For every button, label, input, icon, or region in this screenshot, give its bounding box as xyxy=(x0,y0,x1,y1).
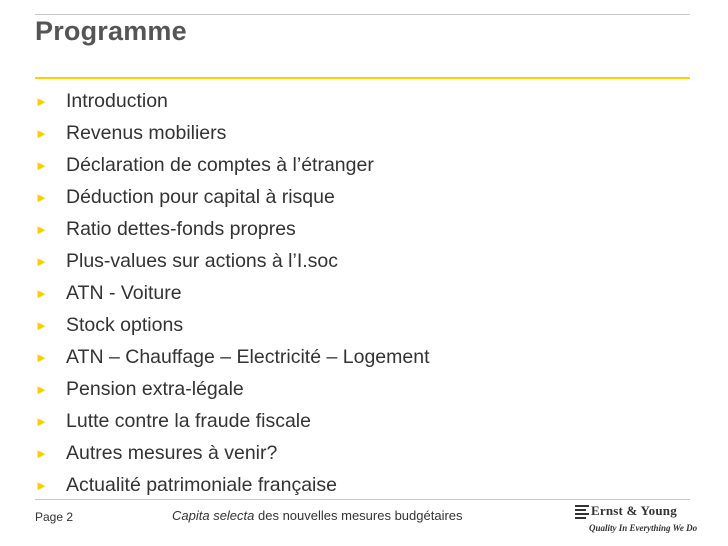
list-item xyxy=(35,469,429,501)
triangle-bullet-icon: ► xyxy=(35,445,48,461)
triangle-bullet-icon: ► xyxy=(35,349,48,365)
agenda-item-text: Déclaration de comptes à l’étranger xyxy=(66,153,374,176)
top-divider xyxy=(35,14,690,15)
slide-title: Programme xyxy=(35,16,187,46)
footer-divider xyxy=(35,499,690,500)
agenda-item-text: Introduction xyxy=(66,89,168,112)
agenda-item-text: Plus-values sur actions à l’I.soc xyxy=(66,249,339,272)
list-item xyxy=(35,277,429,309)
triangle-bullet-icon: ► xyxy=(35,157,48,173)
agenda-item-text: Revenus mobiliers xyxy=(66,121,227,144)
list-item xyxy=(35,117,429,149)
list-item xyxy=(35,437,429,469)
triangle-bullet-icon: ► xyxy=(35,93,48,109)
triangle-bullet-icon: ► xyxy=(35,285,48,301)
agenda-item-text: Autres mesures à venir? xyxy=(66,441,278,464)
agenda-list xyxy=(35,85,429,501)
list-item xyxy=(35,85,429,117)
agenda-item-text: Stock options xyxy=(66,313,184,336)
logo-tagline: Quality In Everything We Do xyxy=(589,523,698,533)
triangle-bullet-icon: ► xyxy=(35,477,48,493)
agenda-item-text: Actualité patrimoniale française xyxy=(66,473,337,496)
agenda-item-text: Pension extra-légale xyxy=(66,377,244,400)
logo-bars-icon xyxy=(575,505,589,518)
triangle-bullet-icon: ► xyxy=(35,125,48,141)
list-item xyxy=(35,213,429,245)
footer-caption-italic: Capita selecta xyxy=(172,508,255,523)
triangle-bullet-icon: ► xyxy=(35,253,48,269)
list-item xyxy=(35,149,429,181)
list-item xyxy=(35,341,429,373)
triangle-bullet-icon: ► xyxy=(35,381,48,397)
footer-caption xyxy=(172,508,463,523)
agenda-item-text: Ratio dettes-fonds propres xyxy=(66,217,296,240)
list-item xyxy=(35,405,429,437)
list-item xyxy=(35,181,429,213)
agenda-item-text: ATN – Chauffage – Electricité – Logement xyxy=(66,345,430,368)
list-item xyxy=(35,373,429,405)
triangle-bullet-icon: ► xyxy=(35,413,48,429)
page-number: Page 2 xyxy=(35,510,74,524)
agenda-item-text: Déduction pour capital à risque xyxy=(66,185,335,208)
company-logo xyxy=(575,503,698,539)
triangle-bullet-icon: ► xyxy=(35,189,48,205)
triangle-bullet-icon: ► xyxy=(35,221,48,237)
logo-name: Ernst & Young xyxy=(591,503,677,518)
list-item xyxy=(35,309,429,341)
list-item xyxy=(35,245,429,277)
footer-caption-rest: des nouvelles mesures budgétaires xyxy=(254,508,463,523)
agenda-item-text: ATN - Voiture xyxy=(66,281,182,304)
agenda-item-text: Lutte contre la fraude fiscale xyxy=(66,409,311,432)
triangle-bullet-icon: ► xyxy=(35,317,48,333)
title-underline xyxy=(35,77,690,79)
